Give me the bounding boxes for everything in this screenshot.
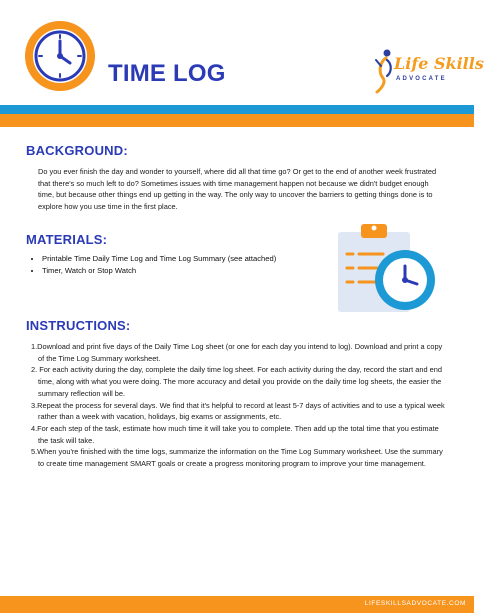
- logo-figure-icon: [374, 48, 396, 94]
- materials-heading: MATERIALS:: [26, 232, 108, 247]
- instructions-list: [31, 341, 448, 470]
- logo-wordmark: Life Skills: [394, 54, 484, 73]
- header-band-orange: [0, 114, 474, 127]
- clipboard-clock-icon: [337, 222, 441, 312]
- list-item: 5.When you're finished with the time logs, summarize the information on the Time Log Summary worksheet. Use the summary to create time management SMART goals or create a progress monitoring program to improve your time management.: [31, 447, 443, 469]
- instructions-heading: INSTRUCTIONS:: [26, 318, 131, 333]
- logo-subtitle: ADVOCATE: [396, 76, 447, 82]
- list-item: • Printable Time Daily Time Log and Time Log Summary (see attached): [42, 253, 276, 265]
- materials-list: [30, 253, 276, 277]
- header: [0, 0, 484, 105]
- list-item: 1.Download and print five days of the Daily Time Log sheet (or one for each day you intend to log). Download and print a copy of the Time Log Summary worksheet.: [31, 342, 443, 363]
- background-heading: BACKGROUND:: [26, 143, 128, 158]
- list-item: 2. For each activity during the day, complete the daily time log sheet. For each activity during the day, record the start and end time, along with what you were doing. The more accuracy and detail you provide on the daily time log sheets, the easier the summary reflection will be.: [31, 365, 442, 398]
- list-item: • Timer, Watch or Stop Watch: [42, 265, 276, 277]
- background-text: Do you ever finish the day and wonder to yourself, where did all that time go? Or get to the end of another week frustrated that there's so much left to do? Sometimes issues with time management happen not because we didn't budget enough time, but because other things end up getting in the way. The only way to uncover the barriers to getting things done is to explore how you use time in the first place.: [38, 167, 437, 211]
- brand-logo: [372, 48, 484, 98]
- clock-icon: [22, 18, 98, 94]
- list-item: 4.For each step of the task, estimate how much time it will take you to complete. Then add up the total time that you estimate the task will take.: [31, 423, 439, 445]
- header-band-blue: [0, 105, 474, 114]
- footer-url[interactable]: LIFESKILLSADVOCATE.COM: [364, 600, 466, 607]
- footer-bar: [0, 596, 474, 613]
- list-item: 3.Repeat the process for several days. We find that it's helpful to record at least 5-7 days of activities and to use a typical week rather than a week with vacation, holidays, big exams or assignments, etc.: [31, 400, 445, 422]
- page-title: TIME LOG: [108, 60, 226, 87]
